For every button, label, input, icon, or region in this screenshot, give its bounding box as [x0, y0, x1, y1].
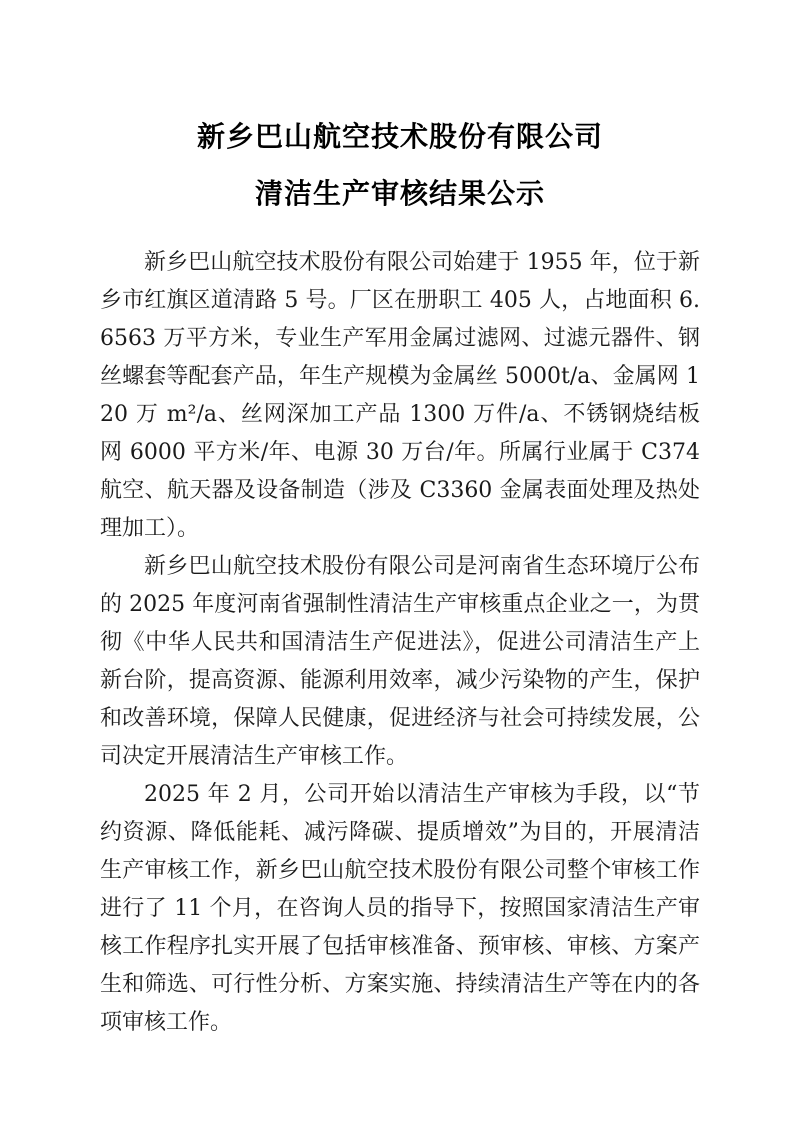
document-body	[100, 244, 700, 1042]
document-title-line-2: 清洁生产审核结果公示	[254, 177, 545, 210]
body-paragraph-3: 2025 年 2 月，公司开始以清洁生产审核为手段，以“节约资源、降低能耗、减污降碳、提质增效”为目的，开展清洁生产审核工作，新乡巴山航空技术股份有限公司整个审核工作进行了 11 个月，在咨询人员的指导下，按照国家清洁生产审核工作程序扎实开展了包括审核准备、预审核、审核、方案产生和筛选、可行性分析、方案实施、持续清洁生产等在内的各项审核工作。	[100, 782, 700, 1035]
document-title-line-1: 新乡巴山航空技术股份有限公司	[196, 120, 603, 153]
document-title	[100, 0, 700, 211]
body-paragraph-2: 新乡巴山航空技术股份有限公司是河南省生态环境厅公布的 2025 年度河南省强制性清洁生产审核重点企业之一，为贯彻《中华人民共和国清洁生产促进法》，促进公司清洁生产上新台阶，提高资源、能源利用效率，减少污染物的产生，保护和改善环境，保障人民健康，促进经济与社会可持续发展，公司决定开展清洁生产审核工作。	[100, 554, 700, 769]
body-paragraph-1: 新乡巴山航空技术股份有限公司始建于 1955 年，位于新乡市红旗区道清路 5 号。厂区在册职工 405 人，占地面积 6.6563 万平方米，专业生产军用金属过滤网、过滤元器件、钢丝螺套等配套产品，年生产规模为金属丝 5000t/a、金属网 120 万 m²/a、丝网深加工产品 1300 万件/a、不锈钢烧结板网 6000 平方米/年、电源 30 万台/年。所属行业属于 C374 航空、航天器及设备制造（涉及 C3360 金属表面处理及热处理加工）。	[100, 250, 700, 541]
